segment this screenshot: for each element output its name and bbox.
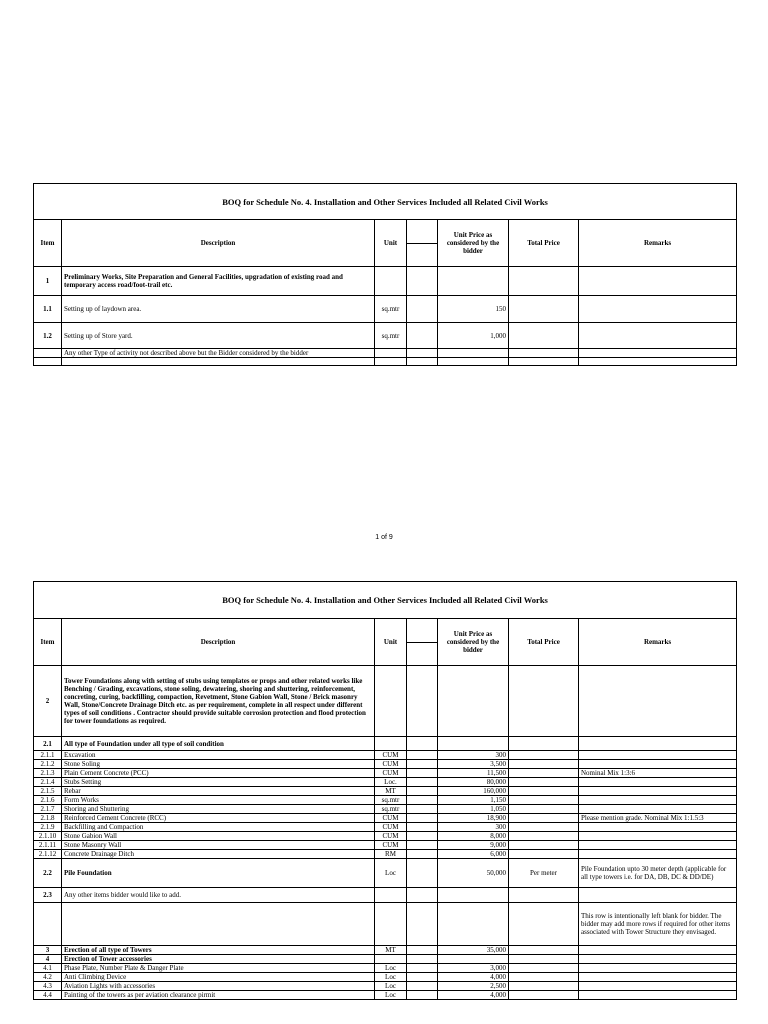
table-row: [34, 796, 737, 805]
row-price: 1,150: [438, 796, 509, 805]
table-row: [34, 296, 737, 323]
row-price: [438, 349, 509, 358]
row-total: [509, 296, 579, 323]
row-item: 2.1.2: [34, 760, 62, 769]
row-item: 2.1.10: [34, 832, 62, 841]
header-remarks: Remarks: [579, 619, 737, 666]
table-row: [34, 850, 737, 859]
row-description: Tower Foundations along with setting of stubs using templates or props and other related works like Benching / Grading, excavations, stone soling, dewatering, shoring and shuttering, reinforcement, concreting, curing, backfilling, compaction, Revetment, Stone Gabion Wall, Stone / Brick masonry Wall, Stone/Concrete Drainage Ditch etc. as per requirement, complete in all respect under different types of soil conditions . Contractor should provide suitable corrosion protection and flood protection for tower foundations as required.: [62, 666, 375, 737]
table-row: [34, 955, 737, 964]
header-total-price: Total Price: [509, 619, 579, 666]
row-total: [509, 814, 579, 823]
row-total: [509, 823, 579, 832]
header-item: Item: [34, 619, 62, 666]
row-description: Stubs Setting: [62, 778, 375, 787]
row-price: [438, 955, 509, 964]
row-total: [509, 267, 579, 296]
row-qty: [407, 888, 438, 903]
row-total: [509, 973, 579, 982]
row-remarks: [579, 737, 737, 751]
row-item: 2.1.12: [34, 850, 62, 859]
row-price: [438, 888, 509, 903]
row-price: 9,000: [438, 841, 509, 850]
row-qty: [407, 955, 438, 964]
header-unit-price: Unit Price as considered by the bidder: [438, 619, 509, 666]
row-description: Any other Type of activity not described above but the Bidder considered by the bidder: [62, 349, 375, 358]
table-row: [34, 737, 737, 751]
row-qty: [407, 751, 438, 760]
row-price: 50,000: [438, 859, 509, 888]
row-price: 4,000: [438, 973, 509, 982]
row-qty: [407, 349, 438, 358]
table-row: [34, 787, 737, 796]
row-unit: sq.mtr: [375, 323, 407, 349]
row-price: [438, 903, 509, 946]
row-price: 2,500: [438, 982, 509, 991]
row-description: All type of Foundation under all type of soil condition: [62, 737, 375, 751]
row-description: Setting up of Store yard.: [62, 323, 375, 349]
row-total: [509, 832, 579, 841]
header-total-price: Total Price: [509, 220, 579, 267]
row-remarks: [579, 267, 737, 296]
header-qty: [407, 220, 438, 267]
row-price: 8,000: [438, 832, 509, 841]
header-item: Item: [34, 220, 62, 267]
row-description: Stone Gabion Wall: [62, 832, 375, 841]
row-description: Stone Masonry Wall: [62, 841, 375, 850]
row-item: 2.1.8: [34, 814, 62, 823]
row-item: [34, 903, 62, 946]
row-total: [509, 982, 579, 991]
row-qty: [407, 737, 438, 751]
row-price: 18,900: [438, 814, 509, 823]
header-unit: Unit: [375, 619, 407, 666]
header-description: Description: [62, 619, 375, 666]
row-price: 1,000: [438, 323, 509, 349]
row-total: Per meter: [509, 859, 579, 888]
row-unit: Loc: [375, 859, 407, 888]
row-remarks: [579, 841, 737, 850]
row-remarks: [579, 751, 737, 760]
row-item: 4.4: [34, 991, 62, 1000]
row-remarks: [579, 823, 737, 832]
row-item: [34, 349, 62, 358]
row-unit: MT: [375, 946, 407, 955]
row-unit: [375, 737, 407, 751]
row-description: Backfilling and Compaction: [62, 823, 375, 832]
row-remarks: Please mention grade. Nominal Mix 1:1.5:3: [579, 814, 737, 823]
row-qty: [407, 760, 438, 769]
row-item: 2.1.1: [34, 751, 62, 760]
boq-table-page-2: [33, 581, 737, 1000]
row-qty: [407, 841, 438, 850]
row-total: [509, 769, 579, 778]
row-total: [509, 841, 579, 850]
row-qty: [407, 267, 438, 296]
table-row: [34, 760, 737, 769]
row-total: [509, 751, 579, 760]
row-remarks: [579, 760, 737, 769]
table-row: [34, 859, 737, 888]
row-qty: [407, 323, 438, 349]
row-price: 300: [438, 751, 509, 760]
row-remarks: [579, 955, 737, 964]
row-item: 4: [34, 955, 62, 964]
row-item: 2.1.3: [34, 769, 62, 778]
row-unit: [375, 267, 407, 296]
row-item: 2: [34, 666, 62, 737]
row-remarks: [579, 787, 737, 796]
row-qty: [407, 778, 438, 787]
row-price: 6,000: [438, 850, 509, 859]
row-qty: [407, 787, 438, 796]
row-remarks: [579, 666, 737, 737]
row-total: [509, 964, 579, 973]
row-description: Anti Climbing Device: [62, 973, 375, 982]
row-qty: [407, 903, 438, 946]
header-unit: Unit: [375, 220, 407, 267]
row-total: [509, 888, 579, 903]
table-row: [34, 903, 737, 946]
row-price: 35,000: [438, 946, 509, 955]
row-remarks: [579, 991, 737, 1000]
row-price: 4,000: [438, 991, 509, 1000]
table-row: [34, 751, 737, 760]
row-unit: CUM: [375, 760, 407, 769]
row-unit: [375, 903, 407, 946]
row-description: Form Works: [62, 796, 375, 805]
row-qty: [407, 666, 438, 737]
table-title: BOQ for Schedule No. 4. Installation and Other Services Included all Related Civil Works: [34, 184, 737, 220]
header-unit-price: Unit Price as considered by the bidder: [438, 220, 509, 267]
table-row: [34, 946, 737, 955]
row-description: Phase Plate, Number Plate & Danger Plate: [62, 964, 375, 973]
row-description: Preliminary Works, Site Preparation and General Facilities, upgradation of existing road and temporary access road/foot-trail etc.: [62, 267, 375, 296]
table-row: [34, 267, 737, 296]
table-row: [34, 823, 737, 832]
row-remarks: [579, 796, 737, 805]
row-item: 2.2: [34, 859, 62, 888]
row-item: 1.1: [34, 296, 62, 323]
row-remarks: [579, 982, 737, 991]
table-row: [34, 349, 737, 358]
table-row: [34, 805, 737, 814]
row-unit: Loc: [375, 973, 407, 982]
row-unit: [375, 349, 407, 358]
row-description: Pile Foundation: [62, 859, 375, 888]
row-description: Concrete Drainage Ditch: [62, 850, 375, 859]
row-description: Stone Soling: [62, 760, 375, 769]
table-row: [34, 666, 737, 737]
row-qty: [407, 982, 438, 991]
row-total: [509, 787, 579, 796]
row-unit: Loc: [375, 964, 407, 973]
row-remarks: [579, 323, 737, 349]
table-row: [34, 832, 737, 841]
row-unit: CUM: [375, 841, 407, 850]
table-row: [34, 778, 737, 787]
row-unit: CUM: [375, 823, 407, 832]
row-unit: Loc.: [375, 778, 407, 787]
row-item: 2.1.4: [34, 778, 62, 787]
row-item: 2.3: [34, 888, 62, 903]
row-remarks: [579, 349, 737, 358]
row-description: [62, 903, 375, 946]
row-unit: sq.mtr: [375, 296, 407, 323]
row-item: 4.2: [34, 973, 62, 982]
row-remarks: [579, 946, 737, 955]
row-price: 300: [438, 823, 509, 832]
row-unit: CUM: [375, 751, 407, 760]
row-total: [509, 903, 579, 946]
row-price: [438, 267, 509, 296]
row-unit: CUM: [375, 832, 407, 841]
header-qty: [407, 619, 438, 666]
header-remarks: Remarks: [579, 220, 737, 267]
row-description: Erection of Tower accessories: [62, 955, 375, 964]
table-row: [34, 841, 737, 850]
row-remarks: [579, 805, 737, 814]
row-description: Setting up of laydown area.: [62, 296, 375, 323]
table-row: [34, 973, 737, 982]
table-row: [34, 964, 737, 973]
row-item: 2.1.7: [34, 805, 62, 814]
row-remarks: [579, 888, 737, 903]
row-total: [509, 991, 579, 1000]
row-qty: [407, 991, 438, 1000]
row-qty: [407, 296, 438, 323]
page-number: 1 of 9: [375, 534, 393, 541]
row-unit: CUM: [375, 814, 407, 823]
row-total: [509, 666, 579, 737]
row-unit: [375, 955, 407, 964]
header-description: Description: [62, 220, 375, 267]
row-qty: [407, 964, 438, 973]
row-remarks: Pile Foundation upto 30 meter depth (applicable for all type towers i.e. for DA, DB, DC & DD/DE): [579, 859, 737, 888]
row-remarks: [579, 964, 737, 973]
row-description: Aviation Lights with accessories: [62, 982, 375, 991]
row-item: 4.1: [34, 964, 62, 973]
row-qty: [407, 823, 438, 832]
row-description: Rebar: [62, 787, 375, 796]
row-item: 2.1: [34, 737, 62, 751]
row-qty: [407, 832, 438, 841]
row-total: [509, 805, 579, 814]
row-total: [509, 760, 579, 769]
row-description: Any other items bidder would like to add.: [62, 888, 375, 903]
row-unit: [375, 666, 407, 737]
table-row: [34, 982, 737, 991]
row-description: Shoring and Shuttering: [62, 805, 375, 814]
row-qty: [407, 814, 438, 823]
row-qty: [407, 769, 438, 778]
row-qty: [407, 796, 438, 805]
row-price: 3,500: [438, 760, 509, 769]
row-item: 2.1.11: [34, 841, 62, 850]
table-row: [34, 323, 737, 349]
table-row: [34, 769, 737, 778]
row-description: Plain Cement Concrete (PCC): [62, 769, 375, 778]
table-row: [34, 888, 737, 903]
row-description: Reinforced Cement Concrete (RCC): [62, 814, 375, 823]
row-item: 1: [34, 267, 62, 296]
row-price: 11,500: [438, 769, 509, 778]
row-item: 4.3: [34, 982, 62, 991]
row-total: [509, 737, 579, 751]
row-price: 1,050: [438, 805, 509, 814]
row-unit: [375, 888, 407, 903]
table-row: [34, 814, 737, 823]
table-title: BOQ for Schedule No. 4. Installation and Other Services Included all Related Civil Works: [34, 582, 737, 619]
boq-table-page-1: [33, 183, 737, 366]
row-qty: [407, 946, 438, 955]
row-price: 3,000: [438, 964, 509, 973]
row-qty: [407, 850, 438, 859]
row-price: [438, 737, 509, 751]
row-item: 2.1.9: [34, 823, 62, 832]
row-remarks: [579, 973, 737, 982]
row-price: 150: [438, 296, 509, 323]
row-remarks: Nominal Mix 1:3:6: [579, 769, 737, 778]
row-remarks: This row is intentionally left blank for bidder. The bidder may add more rows if required for other items associated with Tower Structure they envisaged.: [579, 903, 737, 946]
row-remarks: [579, 832, 737, 841]
row-qty: [407, 973, 438, 982]
row-item: 3: [34, 946, 62, 955]
row-unit: Loc: [375, 991, 407, 1000]
row-qty: [407, 859, 438, 888]
row-description: Painting of the towers as per aviation clearance pirmit: [62, 991, 375, 1000]
row-unit: CUM: [375, 769, 407, 778]
row-price: [438, 666, 509, 737]
row-total: [509, 349, 579, 358]
row-price: 160,000: [438, 787, 509, 796]
row-remarks: [579, 778, 737, 787]
row-item: 2.1.6: [34, 796, 62, 805]
table-row: [34, 358, 737, 366]
row-unit: Loc: [375, 982, 407, 991]
row-remarks: [579, 850, 737, 859]
row-item: 2.1.5: [34, 787, 62, 796]
row-total: [509, 955, 579, 964]
row-price: 80,000: [438, 778, 509, 787]
row-unit: MT: [375, 787, 407, 796]
row-total: [509, 778, 579, 787]
row-unit: sq.mtr: [375, 805, 407, 814]
row-total: [509, 946, 579, 955]
row-remarks: [579, 296, 737, 323]
row-total: [509, 323, 579, 349]
row-total: [509, 796, 579, 805]
table-row: [34, 991, 737, 1000]
row-qty: [407, 805, 438, 814]
row-total: [509, 850, 579, 859]
row-description: Erection of all type of Towers: [62, 946, 375, 955]
row-unit: RM: [375, 850, 407, 859]
row-description: Excavation: [62, 751, 375, 760]
row-unit: sq.mtr: [375, 796, 407, 805]
row-item: 1.2: [34, 323, 62, 349]
